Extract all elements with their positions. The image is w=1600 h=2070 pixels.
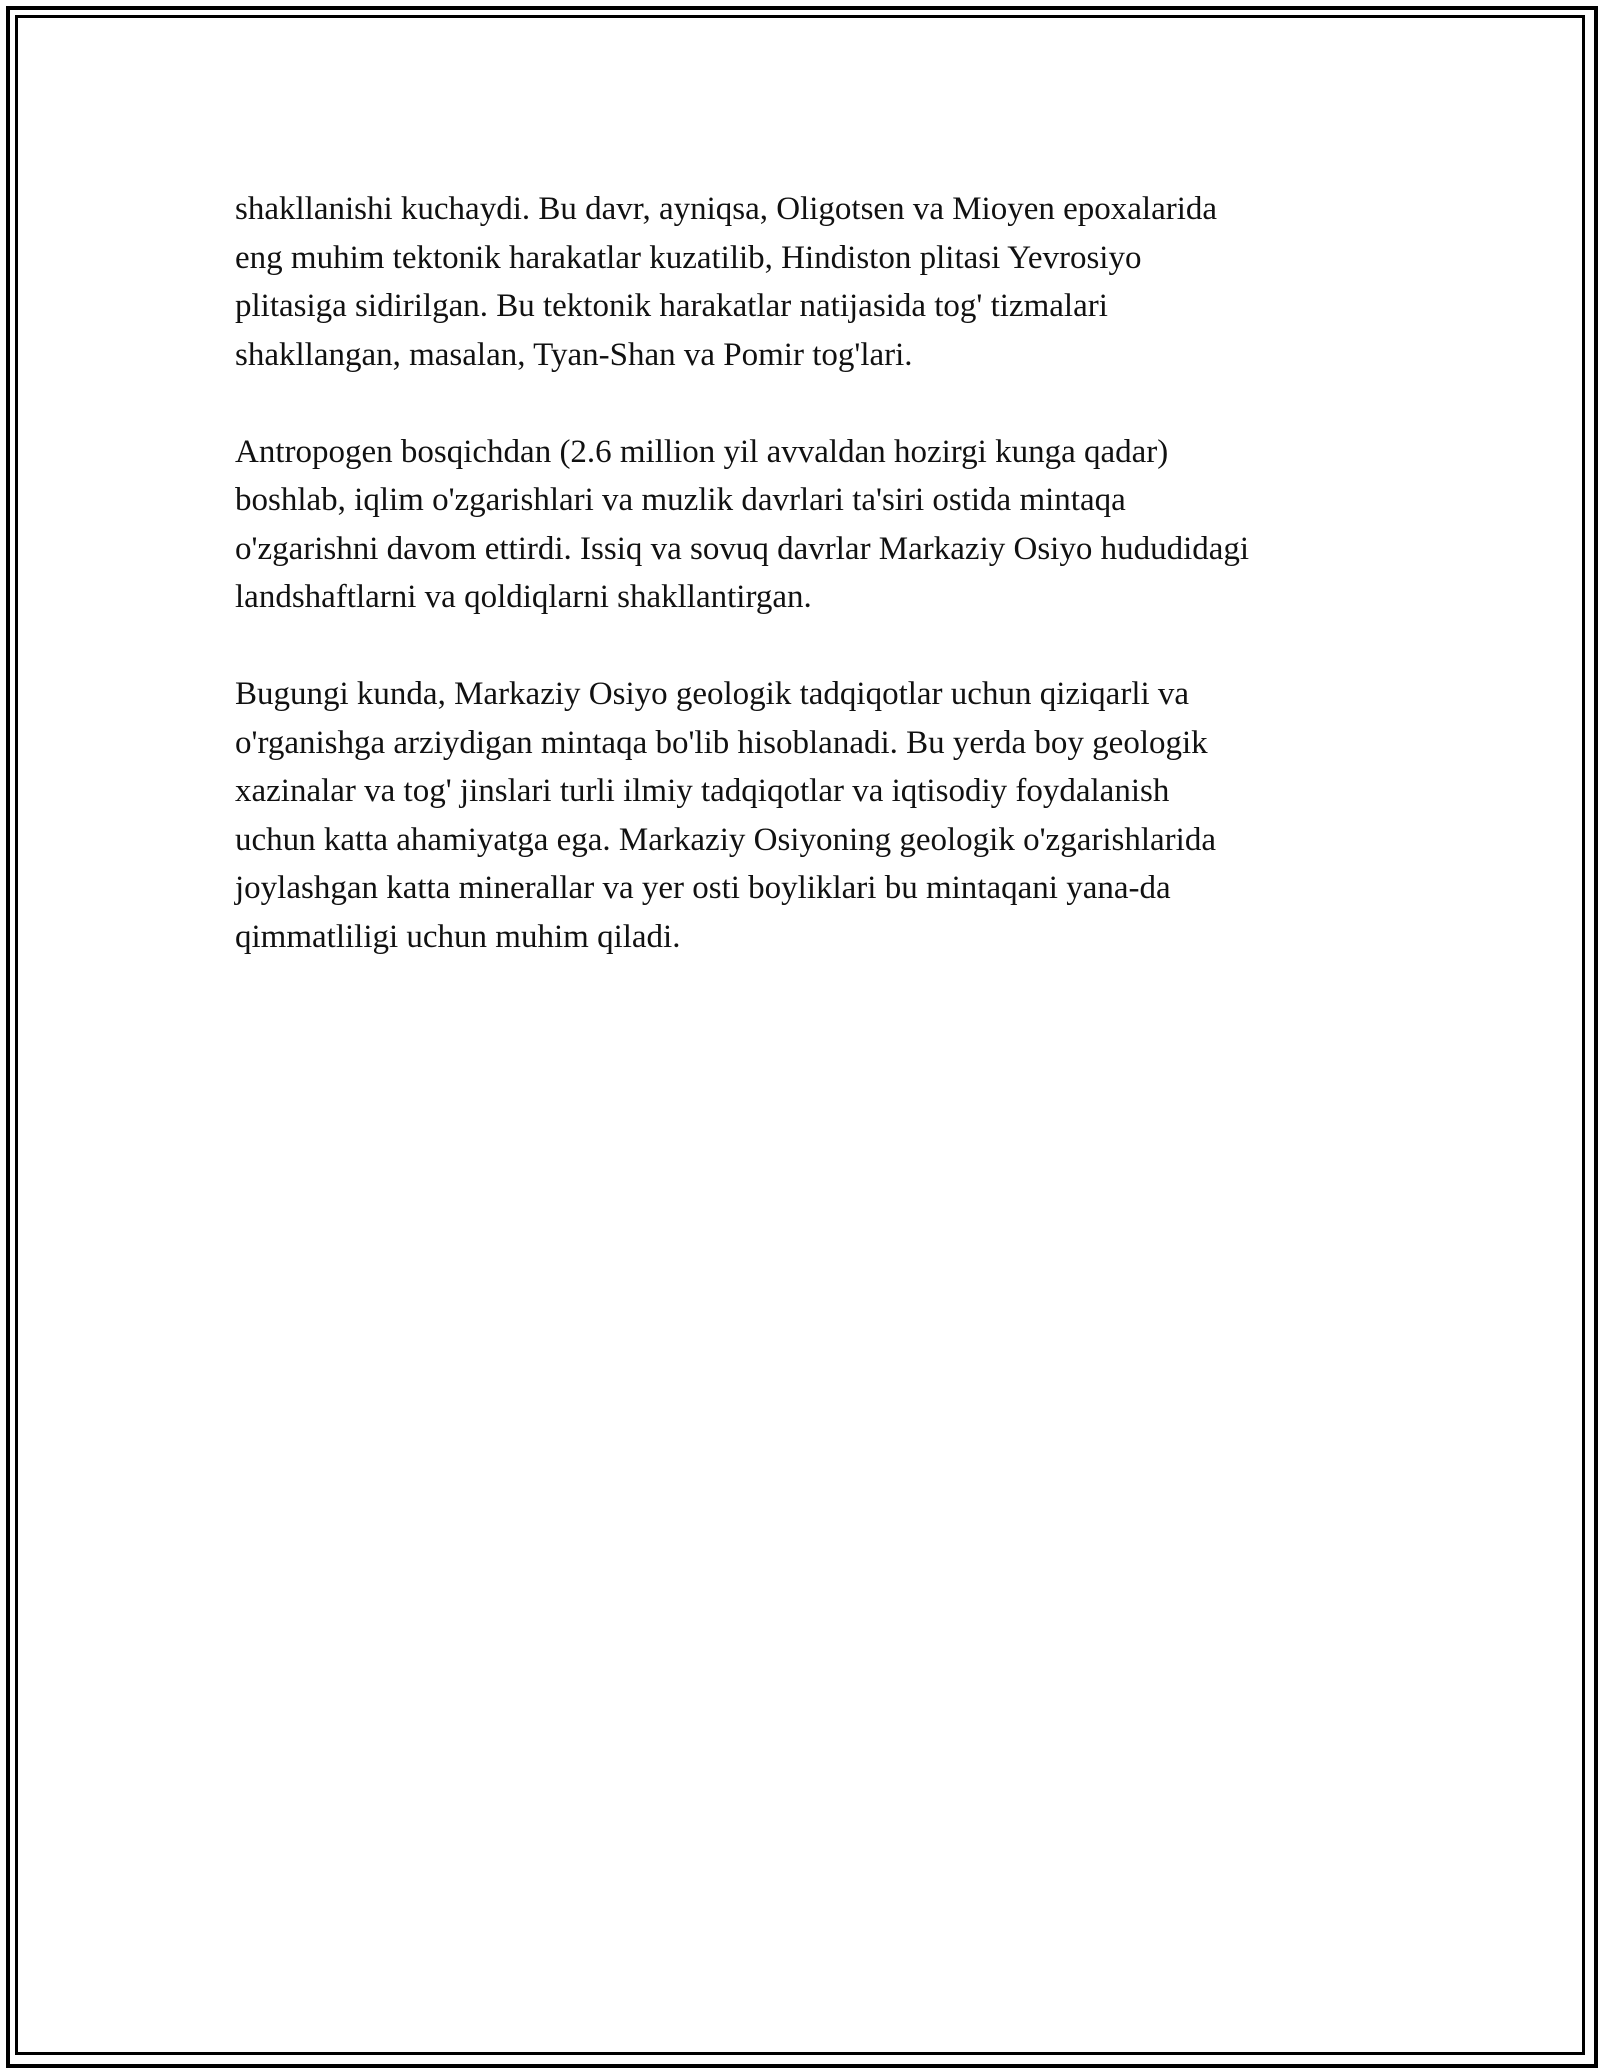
text-line: boshlab, iqlim o'zgarishlari va muzlik davrlari ta'siri ostida mintaqa	[235, 482, 1126, 518]
text-line: shakllanishi kuchaydi. Bu davr, ayniqsa, Oligotsen va Mioyen epoxalarida	[235, 191, 1218, 227]
text-line: qimmatliligi uchun muhim qiladi.	[235, 918, 681, 955]
text-line: o'zgarishni davom ettirdi. Issiq va sovuq davrlar Markaziy Osiyo hududidagi	[235, 530, 1250, 567]
document-body	[235, 185, 1385, 1010]
text-line: shakllangan, masalan, Tyan-Shan va Pomir tog'lari.	[235, 336, 913, 373]
paragraph-1	[235, 185, 1385, 379]
text-line: landshaftlarni va qoldiqlarni shakllantirgan.	[235, 579, 812, 615]
text-line: Bugungi kunda, Markaziy Osiyo geologik tadqiqotlar uchun qiziqarli va	[235, 676, 1190, 712]
text-line: Antropogen bosqichdan (2.6 million yil avvaldan hozirgi kunga qadar)	[235, 433, 1169, 470]
paragraph-2	[235, 428, 1385, 622]
text-line: uchun katta ahamiyatga ega. Markaziy Osiyoning geologik o'zgarishlarida	[235, 821, 1216, 858]
paragraph-3	[235, 670, 1385, 961]
text-line: plitasiga sidirilgan. Bu tektonik harakatlar natijasida tog' tizmalari	[235, 288, 1108, 324]
text-line: eng muhim tektonik harakatlar kuzatilib, Hindiston plitasi Yevrosiyo	[235, 239, 1142, 276]
text-line: xazinalar va tog' jinslari turli ilmiy tadqiqotlar va iqtisodiy foydalanish	[235, 773, 1170, 809]
text-line: o'rganishga arziydigan mintaqa bo'lib hisoblanadi. Bu yerda boy geologik	[235, 724, 1208, 761]
text-line: joylashgan katta minerallar va yer osti boyliklari bu mintaqani yana-da	[235, 870, 1171, 906]
